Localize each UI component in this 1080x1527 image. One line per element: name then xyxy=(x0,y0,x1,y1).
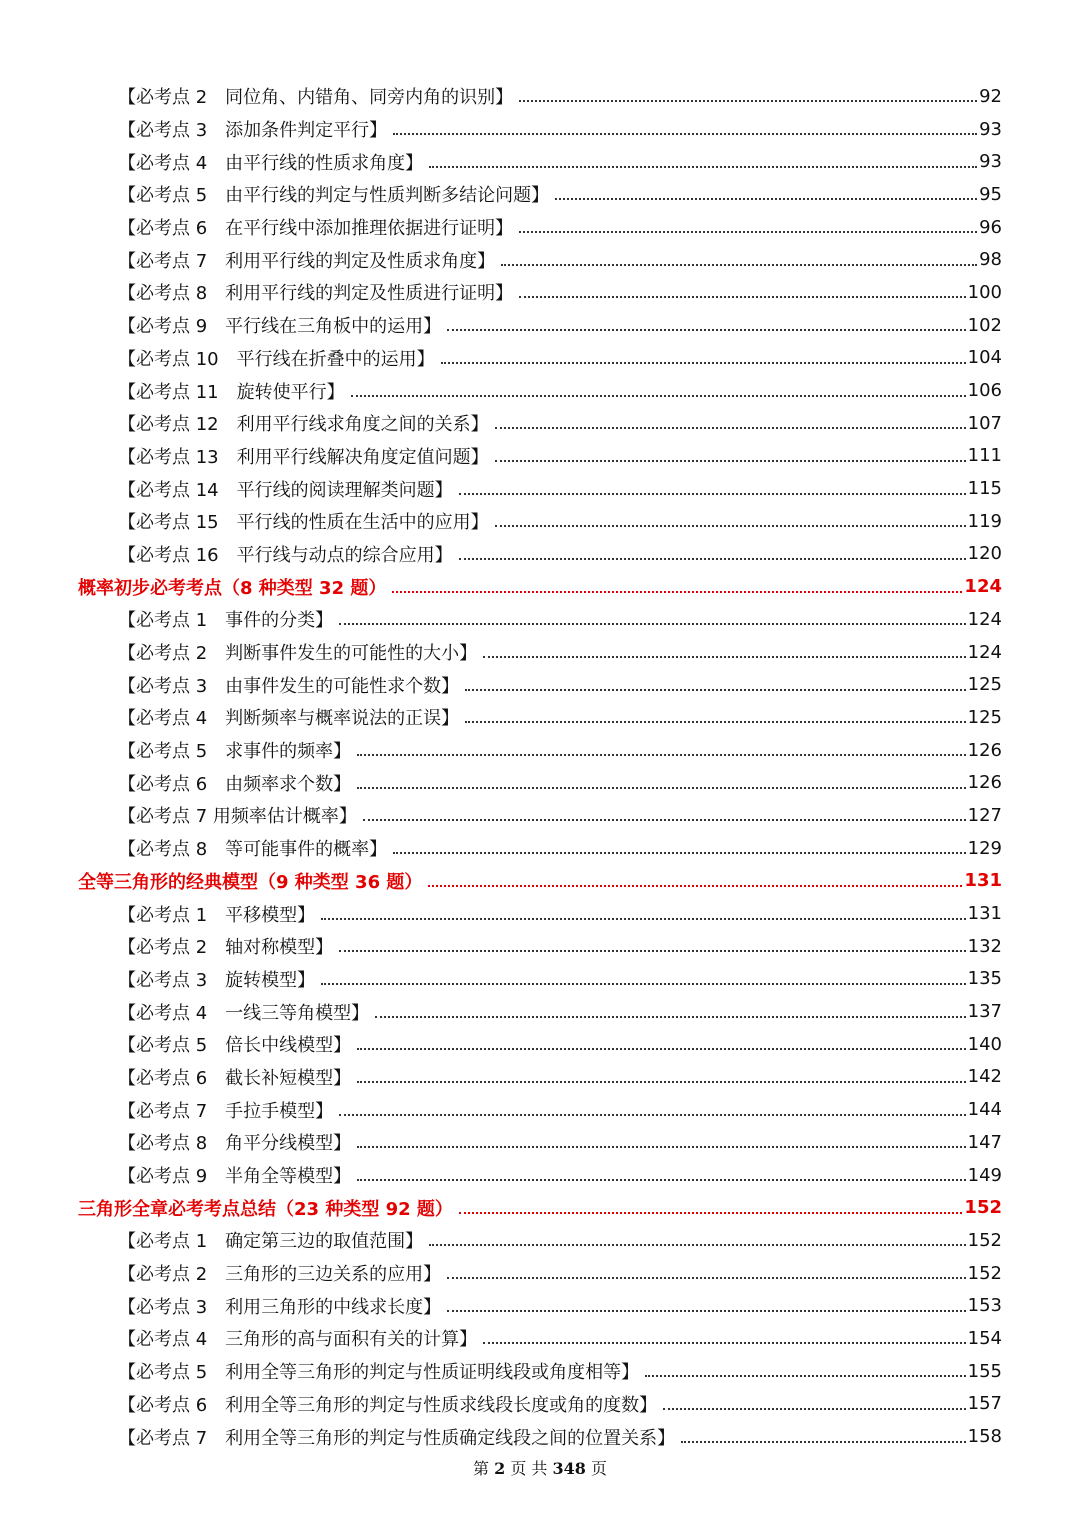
toc-entry-page-number: 147 xyxy=(967,1131,1002,1153)
toc-entry-label: 三角形全章必考考点总结（23 种类型 92 题） xyxy=(78,1198,453,1220)
toc-entry-page-number: 124 xyxy=(967,608,1002,630)
dot-leader xyxy=(321,983,965,985)
toc-entry-page-number: 127 xyxy=(967,804,1002,826)
dot-leader xyxy=(681,1441,965,1443)
dot-leader xyxy=(357,754,965,756)
toc-entry-page-number: 154 xyxy=(967,1327,1002,1349)
toc-entry-page-number: 126 xyxy=(967,739,1002,761)
toc-item-row[interactable] xyxy=(0,1093,1080,1126)
toc-entry-label: 【必考点 7 手拉手模型】 xyxy=(118,1100,334,1122)
dot-leader xyxy=(483,1342,965,1344)
toc-entry-page-number: 124 xyxy=(967,641,1002,663)
toc-item-row[interactable] xyxy=(0,1420,1080,1453)
toc-entry-page-number: 158 xyxy=(967,1426,1002,1448)
toc-entry-label: 【必考点 5 求事件的频率】 xyxy=(118,741,352,763)
toc-entry-label: 【必考点 3 利用三角形的中线求长度】 xyxy=(118,1296,442,1318)
dot-leader xyxy=(459,1212,963,1214)
toc-item-row[interactable] xyxy=(0,1061,1080,1094)
toc-entry-label: 【必考点 14 平行线的阅读理解类问题】 xyxy=(118,479,453,501)
toc-item-row[interactable] xyxy=(0,963,1080,996)
toc-entry-page-number: 115 xyxy=(967,478,1002,500)
toc-item-row[interactable] xyxy=(0,243,1080,276)
toc-entry-page-number: 155 xyxy=(967,1360,1002,1382)
toc-entry-page-number: 124 xyxy=(964,576,1002,598)
dot-leader xyxy=(663,1408,965,1410)
toc-entry-label: 【必考点 8 等可能事件的概率】 xyxy=(118,839,388,861)
toc-item-row[interactable] xyxy=(0,374,1080,407)
dot-leader xyxy=(645,1375,965,1377)
toc-entry-label: 【必考点 2 判断事件发生的可能性的大小】 xyxy=(118,643,478,665)
dot-leader xyxy=(375,1016,965,1018)
dot-leader xyxy=(447,1310,965,1312)
toc-entry-label: 【必考点 1 事件的分类】 xyxy=(118,610,334,632)
toc-item-row[interactable] xyxy=(0,1126,1080,1159)
toc-entry-label: 【必考点 4 由平行线的性质求角度】 xyxy=(118,152,424,174)
toc-entry-label: 【必考点 3 由事件发生的可能性求个数】 xyxy=(118,675,460,697)
dot-leader xyxy=(495,525,966,527)
toc-entry-label: 【必考点 1 平移模型】 xyxy=(118,904,316,926)
dot-leader xyxy=(495,427,966,429)
toc-item-row[interactable] xyxy=(0,309,1080,342)
footer-suffix: 页 xyxy=(591,1459,608,1478)
toc-entry-page-number: 137 xyxy=(967,1001,1002,1023)
toc-item-row[interactable] xyxy=(0,80,1080,113)
toc-entry-page-number: 95 xyxy=(979,183,1002,205)
dot-leader xyxy=(363,819,966,821)
toc-entry-label: 【必考点 5 倍长中线模型】 xyxy=(118,1035,352,1057)
toc-entry-label: 【必考点 10 平行线在折叠中的运用】 xyxy=(118,348,435,370)
toc-entry-page-number: 152 xyxy=(964,1197,1002,1219)
table-of-contents xyxy=(0,80,1080,1453)
toc-entry-page-number: 152 xyxy=(967,1229,1002,1251)
toc-entry-page-number: 125 xyxy=(967,674,1002,696)
toc-entry-label: 【必考点 5 由平行线的判定与性质判断多结论问题】 xyxy=(118,185,550,207)
dot-leader xyxy=(357,787,965,789)
dot-leader xyxy=(459,493,966,495)
toc-entry-page-number: 119 xyxy=(967,510,1002,532)
dot-leader xyxy=(459,558,966,560)
toc-item-row[interactable] xyxy=(0,342,1080,375)
toc-entry-page-number: 100 xyxy=(967,281,1002,303)
toc-section-row[interactable] xyxy=(0,570,1080,603)
toc-entry-label: 【必考点 2 轴对称模型】 xyxy=(118,937,334,959)
toc-entry-label: 【必考点 7 利用平行线的判定及性质求角度】 xyxy=(118,250,496,272)
dot-leader xyxy=(393,852,965,854)
toc-entry-page-number: 157 xyxy=(967,1393,1002,1415)
toc-entry-label: 【必考点 6 截长补短模型】 xyxy=(118,1067,352,1089)
toc-entry-page-number: 152 xyxy=(967,1262,1002,1284)
toc-entry-label: 【必考点 1 确定第三边的取值范围】 xyxy=(118,1231,424,1253)
toc-item-row[interactable] xyxy=(0,1224,1080,1257)
toc-entry-label: 【必考点 9 半角全等模型】 xyxy=(118,1166,352,1188)
toc-item-row[interactable] xyxy=(0,1355,1080,1388)
toc-entry-label: 【必考点 5 利用全等三角形的判定与性质证明线段或角度相等】 xyxy=(118,1362,640,1384)
toc-item-row[interactable] xyxy=(0,734,1080,767)
toc-entry-page-number: 92 xyxy=(979,85,1002,107)
toc-entry-label: 【必考点 8 利用平行线的判定及性质进行证明】 xyxy=(118,283,514,305)
toc-entry-label: 【必考点 16 平行线与动点的综合应用】 xyxy=(118,544,453,566)
toc-entry-label: 全等三角形的经典模型（9 种类型 36 题） xyxy=(78,871,423,893)
toc-entry-page-number: 142 xyxy=(967,1066,1002,1088)
dot-leader xyxy=(447,329,965,331)
toc-item-row[interactable] xyxy=(0,930,1080,963)
toc-item-row[interactable] xyxy=(0,440,1080,473)
toc-entry-label: 【必考点 13 利用平行线解决角度定值问题】 xyxy=(118,446,489,468)
page-footer xyxy=(0,1456,1080,1479)
dot-leader xyxy=(441,362,966,364)
dot-leader xyxy=(519,100,977,102)
toc-entry-page-number: 131 xyxy=(967,903,1002,925)
dot-leader xyxy=(483,656,965,658)
dot-leader xyxy=(393,133,977,135)
toc-entry-label: 【必考点 11 旋转使平行】 xyxy=(118,381,345,403)
dot-leader xyxy=(392,591,962,593)
toc-item-row[interactable] xyxy=(0,1028,1080,1061)
dot-leader xyxy=(428,885,962,887)
toc-entry-label: 【必考点 15 平行线的性质在生活中的应用】 xyxy=(118,512,489,534)
toc-item-row[interactable] xyxy=(0,276,1080,309)
toc-entry-page-number: 120 xyxy=(967,543,1002,565)
dot-leader xyxy=(519,296,965,298)
toc-item-row[interactable] xyxy=(0,1322,1080,1355)
toc-item-row[interactable] xyxy=(0,211,1080,244)
toc-entry-page-number: 153 xyxy=(967,1295,1002,1317)
toc-entry-page-number: 98 xyxy=(979,249,1002,271)
dot-leader xyxy=(519,231,977,233)
toc-item-row[interactable] xyxy=(0,799,1080,832)
toc-item-row[interactable] xyxy=(0,472,1080,505)
toc-section-row[interactable] xyxy=(0,1191,1080,1224)
toc-entry-page-number: 126 xyxy=(967,772,1002,794)
toc-item-row[interactable] xyxy=(0,1159,1080,1192)
toc-entry-label: 【必考点 8 角平分线模型】 xyxy=(118,1133,352,1155)
toc-entry-page-number: 131 xyxy=(964,870,1002,892)
toc-item-row[interactable] xyxy=(0,1289,1080,1322)
footer-prefix: 第 xyxy=(472,1459,489,1478)
toc-entry-page-number: 140 xyxy=(967,1033,1002,1055)
toc-entry-page-number: 135 xyxy=(967,968,1002,990)
toc-entry-label: 【必考点 2 三角形的三边关系的应用】 xyxy=(118,1264,442,1286)
toc-entry-page-number: 149 xyxy=(967,1164,1002,1186)
dot-leader xyxy=(465,721,965,723)
toc-entry-page-number: 107 xyxy=(967,412,1002,434)
toc-item-row[interactable] xyxy=(0,505,1080,538)
toc-entry-page-number: 125 xyxy=(967,706,1002,728)
toc-entry-label: 【必考点 6 利用全等三角形的判定与性质求线段长度或角的度数】 xyxy=(118,1394,658,1416)
dot-leader xyxy=(357,1179,965,1181)
toc-entry-page-number: 132 xyxy=(967,935,1002,957)
toc-item-row[interactable] xyxy=(0,145,1080,178)
toc-item-row[interactable] xyxy=(0,113,1080,146)
toc-entry-page-number: 93 xyxy=(979,151,1002,173)
dot-leader xyxy=(555,198,977,200)
toc-entry-page-number: 129 xyxy=(967,837,1002,859)
toc-item-row[interactable] xyxy=(0,1257,1080,1290)
footer-middle: 页 共 xyxy=(510,1459,548,1478)
toc-entry-label: 【必考点 6 在平行线中添加推理依据进行证明】 xyxy=(118,218,514,240)
toc-entry-label: 【必考点 3 添加条件判定平行】 xyxy=(118,120,388,142)
dot-leader xyxy=(429,166,977,168)
dot-leader xyxy=(339,623,965,625)
toc-entry-label: 【必考点 9 平行线在三角板中的运用】 xyxy=(118,316,442,338)
dot-leader xyxy=(495,460,966,462)
toc-entry-label: 【必考点 3 旋转模型】 xyxy=(118,969,316,991)
dot-leader xyxy=(429,1244,965,1246)
toc-item-row[interactable] xyxy=(0,178,1080,211)
toc-item-row[interactable] xyxy=(0,407,1080,440)
toc-item-row[interactable] xyxy=(0,897,1080,930)
toc-entry-label: 【必考点 12 利用平行线求角度之间的关系】 xyxy=(118,414,489,436)
toc-entry-page-number: 96 xyxy=(979,216,1002,238)
toc-item-row[interactable] xyxy=(0,636,1080,669)
dot-leader xyxy=(321,918,965,920)
toc-entry-page-number: 111 xyxy=(967,445,1002,467)
toc-item-row[interactable] xyxy=(0,1388,1080,1421)
dot-leader xyxy=(357,1081,965,1083)
toc-entry-label: 【必考点 7 利用全等三角形的判定与性质确定线段之间的位置关系】 xyxy=(118,1427,676,1449)
footer-total-pages: 348 xyxy=(552,1459,586,1478)
toc-item-row[interactable] xyxy=(0,766,1080,799)
toc-item-row[interactable] xyxy=(0,832,1080,865)
toc-entry-label: 概率初步必考考点（8 种类型 32 题） xyxy=(78,577,387,599)
toc-item-row[interactable] xyxy=(0,701,1080,734)
dot-leader xyxy=(339,1114,965,1116)
dot-leader xyxy=(501,264,977,266)
toc-item-row[interactable] xyxy=(0,995,1080,1028)
toc-entry-page-number: 144 xyxy=(967,1099,1002,1121)
toc-entry-label: 【必考点 4 判断频率与概率说法的正误】 xyxy=(118,708,460,730)
footer-current-page: 2 xyxy=(494,1459,506,1478)
toc-item-row[interactable] xyxy=(0,603,1080,636)
toc-entry-label: 【必考点 2 同位角、内错角、同旁内角的识别】 xyxy=(118,87,514,109)
toc-entry-label: 【必考点 4 三角形的高与面积有关的计算】 xyxy=(118,1329,478,1351)
toc-entry-page-number: 93 xyxy=(979,118,1002,140)
toc-item-row[interactable] xyxy=(0,538,1080,571)
dot-leader xyxy=(357,1048,965,1050)
toc-entry-page-number: 104 xyxy=(967,347,1002,369)
dot-leader xyxy=(339,950,965,952)
dot-leader xyxy=(465,689,965,691)
toc-item-row[interactable] xyxy=(0,668,1080,701)
dot-leader xyxy=(447,1277,965,1279)
toc-entry-label: 【必考点 7 用频率估计概率】 xyxy=(118,806,357,828)
toc-entry-page-number: 102 xyxy=(967,314,1002,336)
toc-section-row[interactable] xyxy=(0,865,1080,898)
toc-entry-label: 【必考点 6 由频率求个数】 xyxy=(118,773,352,795)
dot-leader xyxy=(351,395,966,397)
toc-entry-page-number: 106 xyxy=(967,380,1002,402)
dot-leader xyxy=(357,1146,965,1148)
toc-entry-label: 【必考点 4 一线三等角模型】 xyxy=(118,1002,370,1024)
